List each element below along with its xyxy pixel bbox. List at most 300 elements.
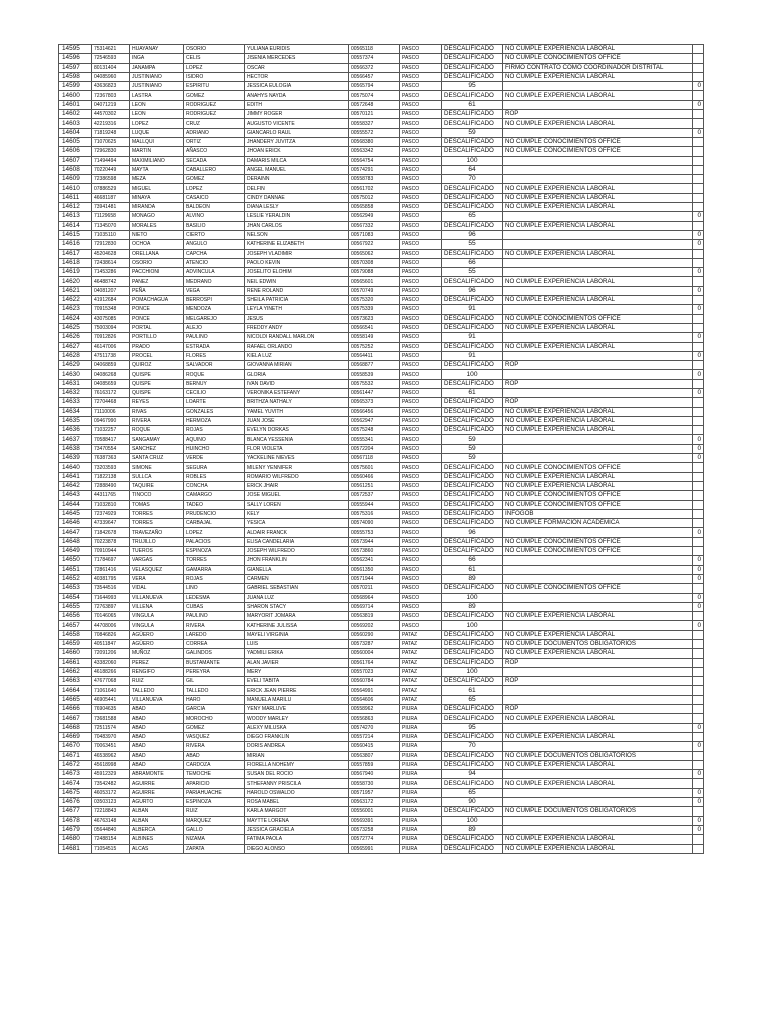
apellido-materno-cell: SECADA: [184, 156, 245, 165]
table-row: [59, 156, 704, 165]
codigo-cell: 00575248: [349, 426, 400, 435]
observacion-cell: NO CUMPLE EXPERIENCIA LABORAL: [503, 760, 693, 769]
resultado-cell: DESCALIFICADO: [442, 519, 503, 528]
table-row: [59, 705, 704, 714]
dni-cell: 44570302: [92, 110, 130, 119]
resultado-cell: DESCALIFICADO: [442, 193, 503, 202]
codigo-cell: 00560004: [349, 649, 400, 658]
resultado-cell: DESCALIFICADO: [442, 184, 503, 193]
apellido-paterno-cell: REYES: [130, 398, 184, 407]
row-number-cell: 14675: [59, 788, 92, 797]
resultado-cell: 70: [442, 175, 503, 184]
codigo-cell: 00564411: [349, 351, 400, 360]
departamento-cell: PASCO: [400, 612, 442, 621]
row-number-cell: 14597: [59, 63, 92, 72]
row-number-cell: 14624: [59, 314, 92, 323]
table-row: [59, 110, 704, 119]
puntaje-extra-cell: [693, 72, 704, 81]
dni-cell: 46681187: [92, 193, 130, 202]
table-row: [59, 333, 704, 342]
departamento-cell: PIURA: [400, 788, 442, 797]
departamento-cell: PASCO: [400, 407, 442, 416]
puntaje-extra-cell: [693, 807, 704, 816]
table-row: [59, 509, 704, 518]
dni-cell: 47677068: [92, 677, 130, 686]
codigo-cell: 00565118: [349, 45, 400, 54]
observacion-cell: NO CUMPLE CONOCIMIENTOS OFFICE: [503, 547, 693, 556]
dni-cell: 70910944: [92, 547, 130, 556]
table-row: [59, 444, 704, 453]
puntaje-extra-cell: [693, 779, 704, 788]
table-row: [59, 602, 704, 611]
codigo-cell: 00570211: [349, 584, 400, 593]
dni-cell: 70588417: [92, 435, 130, 444]
puntaje-extra-cell: 0: [693, 454, 704, 463]
dni-cell: 43636823: [92, 82, 130, 91]
dni-cell: 43382060: [92, 658, 130, 667]
apellido-materno-cell: RIVERA: [184, 621, 245, 630]
departamento-cell: PASCO: [400, 296, 442, 305]
dni-cell: 71070625: [92, 137, 130, 146]
dni-cell: 72912830: [92, 240, 130, 249]
puntaje-extra-cell: [693, 463, 704, 472]
observacion-cell: NO CUMPLE CONOCIMIENTOS OFFICE: [503, 147, 693, 156]
row-number-cell: 14668: [59, 723, 92, 732]
table-row: [59, 351, 704, 360]
departamento-cell: PASCO: [400, 547, 442, 556]
resultado-cell: DESCALIFICADO: [442, 751, 503, 760]
nombres-cell: ELISA CANDELARIA: [245, 537, 349, 546]
dni-cell: 70846826: [92, 630, 130, 639]
puntaje-extra-cell: 0: [693, 798, 704, 807]
nombres-cell: SHEILA PATRICIA: [245, 296, 349, 305]
dni-cell: 73203593: [92, 463, 130, 472]
apellido-materno-cell: ESPINOZA: [184, 547, 245, 556]
dni-cell: 72511574: [92, 723, 130, 732]
table-row: [59, 91, 704, 100]
resultado-cell: DESCALIFICADO: [442, 45, 503, 54]
observacion-cell: [503, 128, 693, 137]
apellido-materno-cell: BUSTAMANTE: [184, 658, 245, 667]
apellido-materno-cell: SALVADOR: [184, 361, 245, 370]
apellido-materno-cell: CONCHA: [184, 481, 245, 490]
row-number-cell: 14655: [59, 602, 92, 611]
row-number-cell: 14617: [59, 249, 92, 258]
apellido-materno-cell: ANGULO: [184, 240, 245, 249]
nombres-cell: JUAN JOSE: [245, 416, 349, 425]
observacion-cell: [503, 156, 693, 165]
row-number-cell: 14680: [59, 835, 92, 844]
resultado-cell: DESCALIFICADO: [442, 314, 503, 323]
apellido-paterno-cell: MORALES: [130, 221, 184, 230]
table-row: [59, 463, 704, 472]
observacion-cell: INFOGOB: [503, 509, 693, 518]
apellido-paterno-cell: QUISPE: [130, 388, 184, 397]
resultado-cell: 100: [442, 370, 503, 379]
resultado-cell: DESCALIFICADO: [442, 361, 503, 370]
codigo-cell: 00566457: [349, 72, 400, 81]
nombres-cell: SHARON STACY: [245, 602, 349, 611]
resultado-cell: DESCALIFICADO: [442, 807, 503, 816]
resultado-cell: DESCALIFICADO: [442, 72, 503, 81]
nombres-cell: ERICK JEAN PIERRE: [245, 686, 349, 695]
departamento-cell: PASCO: [400, 91, 442, 100]
codigo-cell: 00566541: [349, 323, 400, 332]
codigo-cell: 00570308: [349, 258, 400, 267]
table-row: [59, 314, 704, 323]
dni-cell: 70912826: [92, 333, 130, 342]
puntaje-extra-cell: [693, 258, 704, 267]
codigo-cell: 00558783: [349, 175, 400, 184]
apellido-paterno-cell: LASTRA: [130, 91, 184, 100]
codigo-cell: 00560415: [349, 742, 400, 751]
departamento-cell: PIURA: [400, 816, 442, 825]
dni-cell: 46188266: [92, 667, 130, 676]
dni-cell: 73544516: [92, 584, 130, 593]
departamento-cell: PASCO: [400, 323, 442, 332]
apellido-paterno-cell: PROCEL: [130, 351, 184, 360]
resultado-cell: 66: [442, 258, 503, 267]
puntaje-extra-cell: [693, 686, 704, 695]
departamento-cell: PIURA: [400, 825, 442, 834]
observacion-cell: NO CUMPLE EXPERIENCIA LABORAL: [503, 630, 693, 639]
apellido-paterno-cell: PONCE: [130, 305, 184, 314]
table-row: [59, 658, 704, 667]
codigo-cell: 00574270: [349, 723, 400, 732]
observacion-cell: NO CUMPLE EXPERIENCIA LABORAL: [503, 612, 693, 621]
resultado-cell: DESCALIFICADO: [442, 342, 503, 351]
nombres-cell: EVELYN DORKAS: [245, 426, 349, 435]
puntaje-extra-cell: [693, 184, 704, 193]
apellido-materno-cell: ROJAS: [184, 574, 245, 583]
apellido-materno-cell: CARBAJAL: [184, 519, 245, 528]
apellido-materno-cell: GALLO: [184, 825, 245, 834]
dni-cell: 70223878: [92, 537, 130, 546]
row-number-cell: 14663: [59, 677, 92, 686]
dni-cell: 71453286: [92, 268, 130, 277]
apellido-materno-cell: VERDE: [184, 454, 245, 463]
row-number-cell: 14672: [59, 760, 92, 769]
nombres-cell: MARYORIT JOMARA: [245, 612, 349, 621]
row-number-cell: 14676: [59, 798, 92, 807]
row-number-cell: 14674: [59, 779, 92, 788]
observacion-cell: NO CUMPLE EXPERIENCIA LABORAL: [503, 72, 693, 81]
nombres-cell: DORIS ANDREA: [245, 742, 349, 751]
dni-cell: 43075085: [92, 314, 130, 323]
apellido-materno-cell: CORREA: [184, 640, 245, 649]
puntaje-extra-cell: 0: [693, 435, 704, 444]
departamento-cell: PATAZ: [400, 695, 442, 704]
dni-cell: 04071219: [92, 100, 130, 109]
apellido-materno-cell: ESPINOZA: [184, 798, 245, 807]
table-row: [59, 128, 704, 137]
apellido-paterno-cell: SULLCA: [130, 472, 184, 481]
table-row: [59, 565, 704, 574]
apellido-paterno-cell: ALBAN: [130, 807, 184, 816]
table-row: [59, 361, 704, 370]
apellido-paterno-cell: TORRES: [130, 509, 184, 518]
apellido-materno-cell: LOPEZ: [184, 184, 245, 193]
resultado-cell: 55: [442, 240, 503, 249]
departamento-cell: PASCO: [400, 63, 442, 72]
dni-cell: 40381795: [92, 574, 130, 583]
nombres-cell: KATHERINE JULISSA: [245, 621, 349, 630]
departamento-cell: PASCO: [400, 165, 442, 174]
departamento-cell: PASCO: [400, 240, 442, 249]
nombres-cell: GIANELLA: [245, 565, 349, 574]
apellido-paterno-cell: PACCHIONI: [130, 268, 184, 277]
puntaje-extra-cell: 0: [693, 602, 704, 611]
table-row: [59, 695, 704, 704]
nombres-cell: MILENY YENNIFER: [245, 463, 349, 472]
apellido-paterno-cell: AGÜERO: [130, 630, 184, 639]
puntaje-extra-cell: [693, 137, 704, 146]
resultado-cell: 61: [442, 565, 503, 574]
puntaje-extra-cell: [693, 472, 704, 481]
departamento-cell: PASCO: [400, 54, 442, 63]
apellido-paterno-cell: LUQUE: [130, 128, 184, 137]
departamento-cell: PIURA: [400, 798, 442, 807]
apellido-paterno-cell: PANEZ: [130, 277, 184, 286]
observacion-cell: [503, 816, 693, 825]
row-number-cell: 14628: [59, 351, 92, 360]
puntaje-extra-cell: [693, 221, 704, 230]
puntaje-extra-cell: [693, 509, 704, 518]
table-row: [59, 45, 704, 54]
puntaje-extra-cell: [693, 537, 704, 546]
nombres-cell: JISENIA MERCEDES: [245, 54, 349, 63]
resultado-cell: 65: [442, 212, 503, 221]
table-row: [59, 574, 704, 583]
apellido-paterno-cell: RIVAS: [130, 407, 184, 416]
nombres-cell: YULIANA EURIDIS: [245, 45, 349, 54]
apellido-materno-cell: OSORIO: [184, 45, 245, 54]
apellido-paterno-cell: SIMONE: [130, 463, 184, 472]
resultado-cell: DESCALIFICADO: [442, 407, 503, 416]
puntaje-extra-cell: [693, 416, 704, 425]
apellido-materno-cell: AÑASCO: [184, 147, 245, 156]
apellido-paterno-cell: JUSTINIANO: [130, 82, 184, 91]
observacion-cell: [503, 388, 693, 397]
row-number-cell: 14644: [59, 500, 92, 509]
row-number-cell: 14646: [59, 519, 92, 528]
codigo-cell: 00567940: [349, 770, 400, 779]
table-row: [59, 593, 704, 602]
apellido-paterno-cell: MALLQUI: [130, 137, 184, 146]
codigo-cell: 00557374: [349, 54, 400, 63]
departamento-cell: PASCO: [400, 463, 442, 472]
apellido-materno-cell: PAULINO: [184, 333, 245, 342]
observacion-cell: [503, 286, 693, 295]
resultado-cell: DESCALIFICADO: [442, 649, 503, 658]
dni-cell: 04086268: [92, 370, 130, 379]
observacion-cell: [503, 333, 693, 342]
resultado-cell: DESCALIFICADO: [442, 54, 503, 63]
puntaje-extra-cell: [693, 760, 704, 769]
apellido-materno-cell: PAULINO: [184, 612, 245, 621]
puntaje-extra-cell: [693, 45, 704, 54]
puntaje-extra-cell: [693, 203, 704, 212]
row-number-cell: 14625: [59, 323, 92, 332]
departamento-cell: PASCO: [400, 435, 442, 444]
departamento-cell: PASCO: [400, 528, 442, 537]
departamento-cell: PASCO: [400, 119, 442, 128]
table-row: [59, 305, 704, 314]
apellido-materno-cell: ROJAS: [184, 426, 245, 435]
observacion-cell: NO CUMPLE FORMACIÓN ACADÉMICA: [503, 519, 693, 528]
table-row: [59, 426, 704, 435]
nombres-cell: NEIL EDWIN: [245, 277, 349, 286]
nombres-cell: MERY: [245, 667, 349, 676]
observacion-cell: NO CUMPLE EXPERIENCIA LABORAL: [503, 91, 693, 100]
nombres-cell: DIANA LESLY: [245, 203, 349, 212]
dni-cell: 42219316: [92, 119, 130, 128]
nombres-cell: YENY MARLUVE: [245, 705, 349, 714]
nombres-cell: JOSEPH WILFREDO: [245, 547, 349, 556]
observacion-cell: NO CUMPLE DOCUMENTOS OBLIGATORIOS: [503, 807, 693, 816]
table-row: [59, 816, 704, 825]
puntaje-extra-cell: [693, 658, 704, 667]
apellido-paterno-cell: AGUIRRE: [130, 788, 184, 797]
resultado-cell: 66: [442, 556, 503, 565]
apellido-materno-cell: SEGURA: [184, 463, 245, 472]
codigo-cell: 00561251: [349, 481, 400, 490]
row-number-cell: 14678: [59, 816, 92, 825]
codigo-cell: 00560290: [349, 630, 400, 639]
apellido-paterno-cell: MUÑOZ: [130, 649, 184, 658]
apellido-materno-cell: HUINCHO: [184, 444, 245, 453]
observacion-cell: [503, 565, 693, 574]
apellido-materno-cell: ESPIRITU: [184, 82, 245, 91]
apellido-paterno-cell: MAXIMILIANO: [130, 156, 184, 165]
row-number-cell: 14632: [59, 388, 92, 397]
nombres-cell: LESLIE YERALDIN: [245, 212, 349, 221]
dni-cell: 76387363: [92, 454, 130, 463]
table-row: [59, 537, 704, 546]
observacion-cell: NO CUMPLE EXPERIENCIA LABORAL: [503, 416, 693, 425]
nombres-cell: MIRIAN: [245, 751, 349, 760]
codigo-cell: 00558327: [349, 119, 400, 128]
apellido-materno-cell: LOPEZ: [184, 528, 245, 537]
resultado-cell: DESCALIFICADO: [442, 612, 503, 621]
apellido-paterno-cell: HUAYANAY: [130, 45, 184, 54]
resultado-cell: DESCALIFICADO: [442, 844, 503, 853]
dni-cell: 04085960: [92, 72, 130, 81]
observacion-cell: [503, 444, 693, 453]
apellido-paterno-cell: ROQUE: [130, 426, 184, 435]
dni-cell: 05644840: [92, 825, 130, 834]
apellido-materno-cell: GALINDOS: [184, 649, 245, 658]
codigo-cell: 00573944: [349, 537, 400, 546]
observacion-cell: NO CUMPLE CONOCIMIENTOS OFFICE: [503, 137, 693, 146]
apellido-materno-cell: CECILIO: [184, 388, 245, 397]
table-row: [59, 193, 704, 202]
row-number-cell: 14612: [59, 203, 92, 212]
codigo-cell: 00558962: [349, 705, 400, 714]
dni-cell: 80131404: [92, 63, 130, 72]
nombres-cell: STHEFANNY PRISCILA: [245, 779, 349, 788]
nombres-cell: GIANCARLO RAUL: [245, 128, 349, 137]
resultado-cell: DESCALIFICADO: [442, 416, 503, 425]
departamento-cell: PASCO: [400, 565, 442, 574]
nombres-cell: JESSICA GRACIELA: [245, 825, 349, 834]
puntaje-extra-cell: [693, 491, 704, 500]
dni-cell: 71054515: [92, 844, 130, 853]
row-number-cell: 14662: [59, 667, 92, 676]
table-row: [59, 835, 704, 844]
observacion-cell: [503, 723, 693, 732]
observacion-cell: NO CUMPLE EXPERIENCIA LABORAL: [503, 342, 693, 351]
puntaje-extra-cell: [693, 705, 704, 714]
apellido-materno-cell: MOROCHO: [184, 714, 245, 723]
apellido-materno-cell: ADVINCULA: [184, 268, 245, 277]
table-row: [59, 175, 704, 184]
apellido-materno-cell: VEGA: [184, 286, 245, 295]
observacion-cell: NO CUMPLE CONOCIMIENTOS OFFICE: [503, 314, 693, 323]
resultado-cell: DESCALIFICADO: [442, 249, 503, 258]
puntaje-extra-cell: [693, 519, 704, 528]
apellido-paterno-cell: MARTIN: [130, 147, 184, 156]
row-number-cell: 14651: [59, 565, 92, 574]
apellido-materno-cell: CARDOZA: [184, 760, 245, 769]
apellido-paterno-cell: RUIZ: [130, 677, 184, 686]
table-row: [59, 240, 704, 249]
apellido-paterno-cell: TAQUIRE: [130, 481, 184, 490]
puntaje-extra-cell: [693, 714, 704, 723]
nombres-cell: ROMARIO WILFREDO: [245, 472, 349, 481]
dni-cell: 73470554: [92, 444, 130, 453]
puntaje-extra-cell: [693, 695, 704, 704]
nombres-cell: NICOLDI RANDALL MARLON: [245, 333, 349, 342]
apellido-paterno-cell: ABAD: [130, 723, 184, 732]
table-row: [59, 640, 704, 649]
nombres-cell: SALLY LOREN: [245, 500, 349, 509]
codigo-cell: 00572774: [349, 835, 400, 844]
nombres-cell: BRITHZA NATHALY: [245, 398, 349, 407]
resultado-cell: 59: [442, 444, 503, 453]
row-number-cell: 14635: [59, 416, 92, 425]
codigo-cell: 00560466: [349, 472, 400, 481]
dni-cell: 70915348: [92, 305, 130, 314]
resultado-cell: DESCALIFICADO: [442, 137, 503, 146]
dni-cell: 07886529: [92, 184, 130, 193]
nombres-cell: JHANDERY JUVITZA: [245, 137, 349, 146]
resultado-cell: DESCALIFICADO: [442, 481, 503, 490]
puntaje-extra-cell: [693, 426, 704, 435]
departamento-cell: PASCO: [400, 110, 442, 119]
row-number-cell: 14639: [59, 454, 92, 463]
row-number-cell: 14630: [59, 370, 92, 379]
codigo-cell: 00567118: [349, 454, 400, 463]
row-number-cell: 14619: [59, 268, 92, 277]
apellido-materno-cell: ROQUE: [184, 370, 245, 379]
resultado-cell: 96: [442, 230, 503, 239]
resultado-cell: DESCALIFICADO: [442, 779, 503, 788]
row-number-cell: 14670: [59, 742, 92, 751]
nombres-cell: VERONIKA ESTEFANY: [245, 388, 349, 397]
departamento-cell: PIURA: [400, 760, 442, 769]
dni-cell: 09467990: [92, 416, 130, 425]
apellido-materno-cell: GARCIA: [184, 705, 245, 714]
apellido-paterno-cell: VARGAS: [130, 556, 184, 565]
dni-cell: 72438614: [92, 258, 130, 267]
dni-cell: 73941481: [92, 203, 130, 212]
departamento-cell: PASCO: [400, 361, 442, 370]
puntaje-extra-cell: [693, 147, 704, 156]
resultado-cell: 65: [442, 788, 503, 797]
resultado-cell: 100: [442, 593, 503, 602]
nombres-cell: DIEGO FRANKLIN: [245, 732, 349, 741]
